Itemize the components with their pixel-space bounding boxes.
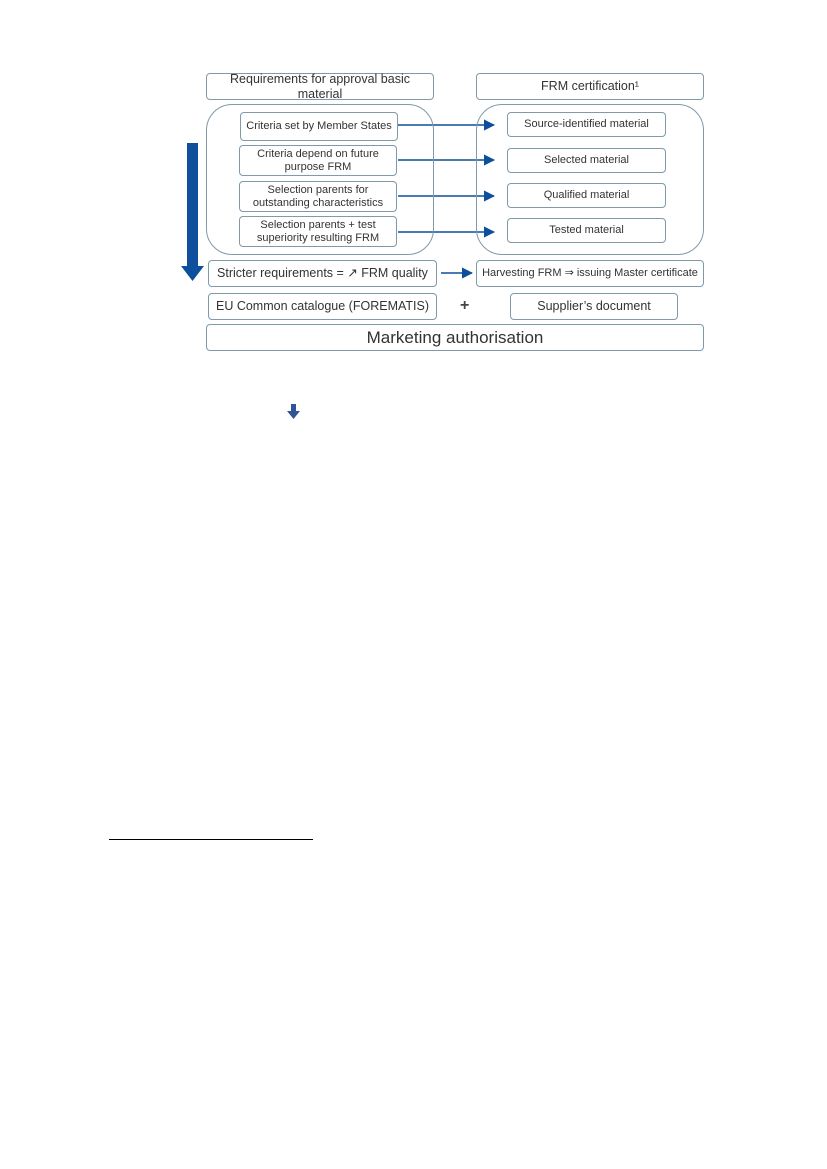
plus-sign: + <box>460 297 470 314</box>
stricter-requirements: Stricter requirements = ↗ FRM quality <box>208 260 437 287</box>
footnote-separator <box>109 839 313 840</box>
category-tested: Tested material <box>507 218 666 243</box>
arrow-down-icon <box>287 404 300 419</box>
suppliers-document: Supplier’s document <box>510 293 678 320</box>
criteria-test-superiority: Selection parents + test superiority resulting FRM <box>239 216 397 247</box>
criteria-member-states: Criteria set by Member States <box>240 112 398 141</box>
quality-arrow-head <box>181 266 204 281</box>
category-selected: Selected material <box>507 148 666 173</box>
quality-arrow-shaft <box>187 143 198 268</box>
header-requirements: Requirements for approval basic material <box>206 73 434 100</box>
header-frm-certification: FRM certification¹ <box>476 73 704 100</box>
category-qualified: Qualified material <box>507 183 666 208</box>
category-source-identified: Source-identified material <box>507 112 666 137</box>
marketing-authorisation: Marketing authorisation <box>206 324 704 351</box>
criteria-future-purpose: Criteria depend on future purpose FRM <box>239 145 397 176</box>
criteria-selection-parents: Selection parents for outstanding characteristics <box>239 181 397 212</box>
harvesting-frm: Harvesting FRM ⇒ issuing Master certificate <box>476 260 704 287</box>
eu-common-catalogue: EU Common catalogue (FOREMATIS) <box>208 293 437 320</box>
